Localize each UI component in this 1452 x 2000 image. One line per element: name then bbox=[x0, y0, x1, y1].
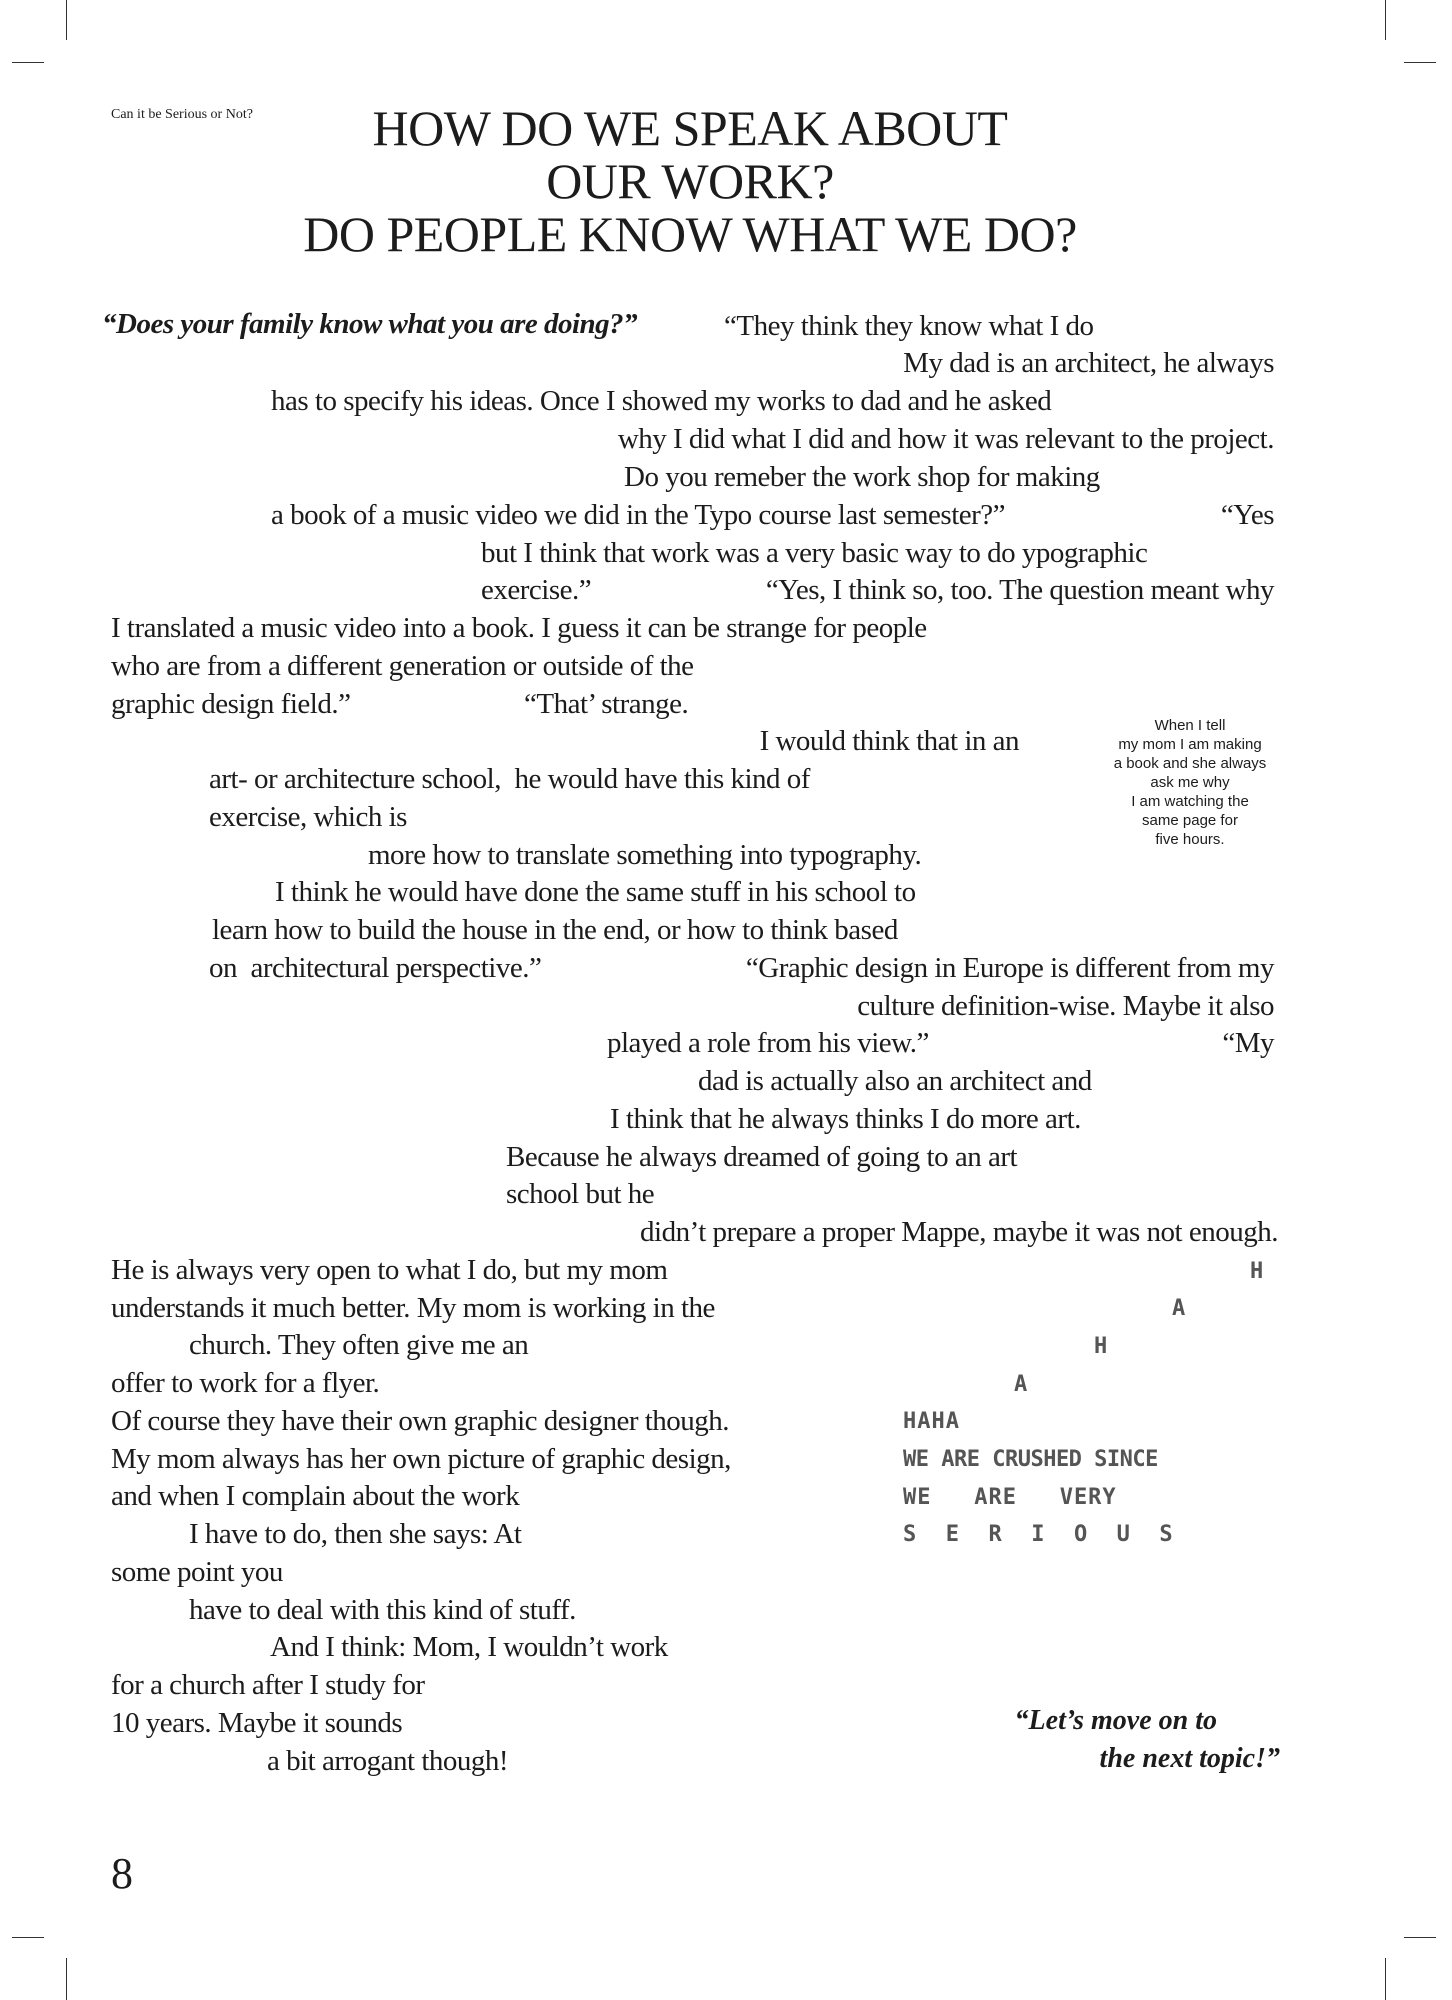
body-line: some point you bbox=[111, 1556, 283, 1588]
body-line: And I think: Mom, I wouldn’t work bbox=[270, 1631, 668, 1663]
body-line: “Yes bbox=[1220, 499, 1274, 531]
body-line: school but he bbox=[506, 1178, 655, 1210]
body-line: church. They often give me an bbox=[189, 1329, 529, 1361]
body-line: exercise, which is bbox=[209, 801, 407, 833]
side-note-line: my mom I am making bbox=[1118, 736, 1262, 753]
title-line: OUR WORK? bbox=[546, 153, 834, 209]
body-line: “That’ strange. bbox=[524, 688, 689, 720]
body-line: played a role from his view.” bbox=[607, 1027, 929, 1059]
side-note-line: When I tell bbox=[1154, 717, 1226, 734]
body-line: a bit arrogant though! bbox=[267, 1745, 509, 1777]
distorted-line: H bbox=[1094, 1334, 1109, 1359]
closing-quote-line: “Let’s move on to bbox=[1014, 1705, 1217, 1736]
body-line: “My bbox=[1222, 1027, 1274, 1059]
side-note-line: a book and she always bbox=[1113, 755, 1267, 772]
body-line: didn’t prepare a proper Mappe, maybe it was not enough. bbox=[640, 1216, 1278, 1248]
body-line: why I did what I did and how it was relevant to the project. bbox=[617, 423, 1274, 455]
body-line: for a church after I study for bbox=[111, 1669, 425, 1701]
body-line: “They think they know what I do bbox=[724, 310, 1094, 342]
side-note-line: I am watching the bbox=[1131, 793, 1249, 810]
page-number: 8 bbox=[111, 1849, 133, 1898]
title-line: DO PEOPLE KNOW WHAT WE DO? bbox=[303, 206, 1077, 262]
body-line: culture definition-wise. Maybe it also bbox=[857, 990, 1274, 1022]
body-line: Do you remeber the work shop for making bbox=[624, 461, 1100, 493]
body-line: understands it much better. My mom is working in the bbox=[111, 1292, 715, 1324]
body-line: My mom always has her own picture of graphic design, bbox=[111, 1443, 731, 1475]
body-line: have to deal with this kind of stuff. bbox=[189, 1594, 576, 1626]
distorted-line: WE ARE CRUSHED SINCE bbox=[903, 1447, 1158, 1472]
side-note-line: five hours. bbox=[1155, 831, 1225, 848]
side-note-line: same page for bbox=[1142, 812, 1238, 829]
distorted-line: A bbox=[1014, 1372, 1029, 1397]
body-line: on architectural perspective.” bbox=[209, 952, 542, 984]
body-line: art- or architecture school, he would have this kind of bbox=[209, 763, 810, 795]
distorted-line: A bbox=[1172, 1296, 1187, 1321]
body-line: 10 years. Maybe it sounds bbox=[111, 1707, 403, 1739]
distorted-line: S E R I O U S bbox=[903, 1522, 1174, 1547]
interview-question: “Does your family know what you are doing?” bbox=[102, 308, 638, 340]
closing-quote bbox=[990, 1702, 1280, 1778]
body-line: I think that he always thinks I do more art. bbox=[610, 1103, 1081, 1135]
body-line: and when I complain about the work bbox=[111, 1480, 520, 1512]
body-line: offer to work for a flyer. bbox=[111, 1367, 380, 1399]
body-line: Of course they have their own graphic designer though. bbox=[111, 1405, 730, 1437]
title-line: HOW DO WE SPEAK ABOUT bbox=[372, 100, 1008, 156]
side-note-line: ask me why bbox=[1150, 774, 1230, 791]
side-note bbox=[1090, 716, 1290, 849]
body-line: dad is actually also an architect and bbox=[698, 1065, 1092, 1097]
body-line: a book of a music video we did in the Typo course last semester?” bbox=[271, 499, 1006, 531]
body-line: I have to do, then she says: At bbox=[189, 1518, 522, 1550]
body-line: My dad is an architect, he always bbox=[903, 347, 1274, 379]
header-label: Can it be Serious or Not? bbox=[111, 107, 253, 122]
body-line: Because he always dreamed of going to an art bbox=[506, 1141, 1018, 1173]
body-line: I think he would have done the same stuff in his school to bbox=[275, 876, 916, 908]
body-line: learn how to build the house in the end, or how to think based bbox=[212, 914, 898, 946]
body-line: I would think that in an bbox=[759, 725, 1019, 757]
body-line: who are from a different generation or outside of the bbox=[111, 650, 694, 682]
distorted-line: WE ARE VERY bbox=[903, 1485, 1117, 1510]
distorted-line: H bbox=[1250, 1259, 1265, 1284]
body-line: exercise.” bbox=[481, 574, 592, 606]
body-line: but I think that work was a very basic way to do ypographic bbox=[481, 537, 1148, 569]
body-line: “Graphic design in Europe is different from my bbox=[745, 952, 1274, 984]
body-line: “Yes, I think so, too. The question meant why bbox=[765, 574, 1274, 606]
body-line: He is always very open to what I do, but my mom bbox=[111, 1254, 668, 1286]
body-line: I translated a music video into a book. I guess it can be strange for people bbox=[111, 612, 927, 644]
body-line: more how to translate something into typography. bbox=[368, 839, 922, 871]
body-line: has to specify his ideas. Once I showed my works to dad and he asked bbox=[271, 385, 1052, 417]
distorted-line: HAHA bbox=[903, 1409, 960, 1434]
closing-quote-line: the next topic!” bbox=[1099, 1743, 1280, 1774]
body-line: graphic design field.” bbox=[111, 688, 351, 720]
